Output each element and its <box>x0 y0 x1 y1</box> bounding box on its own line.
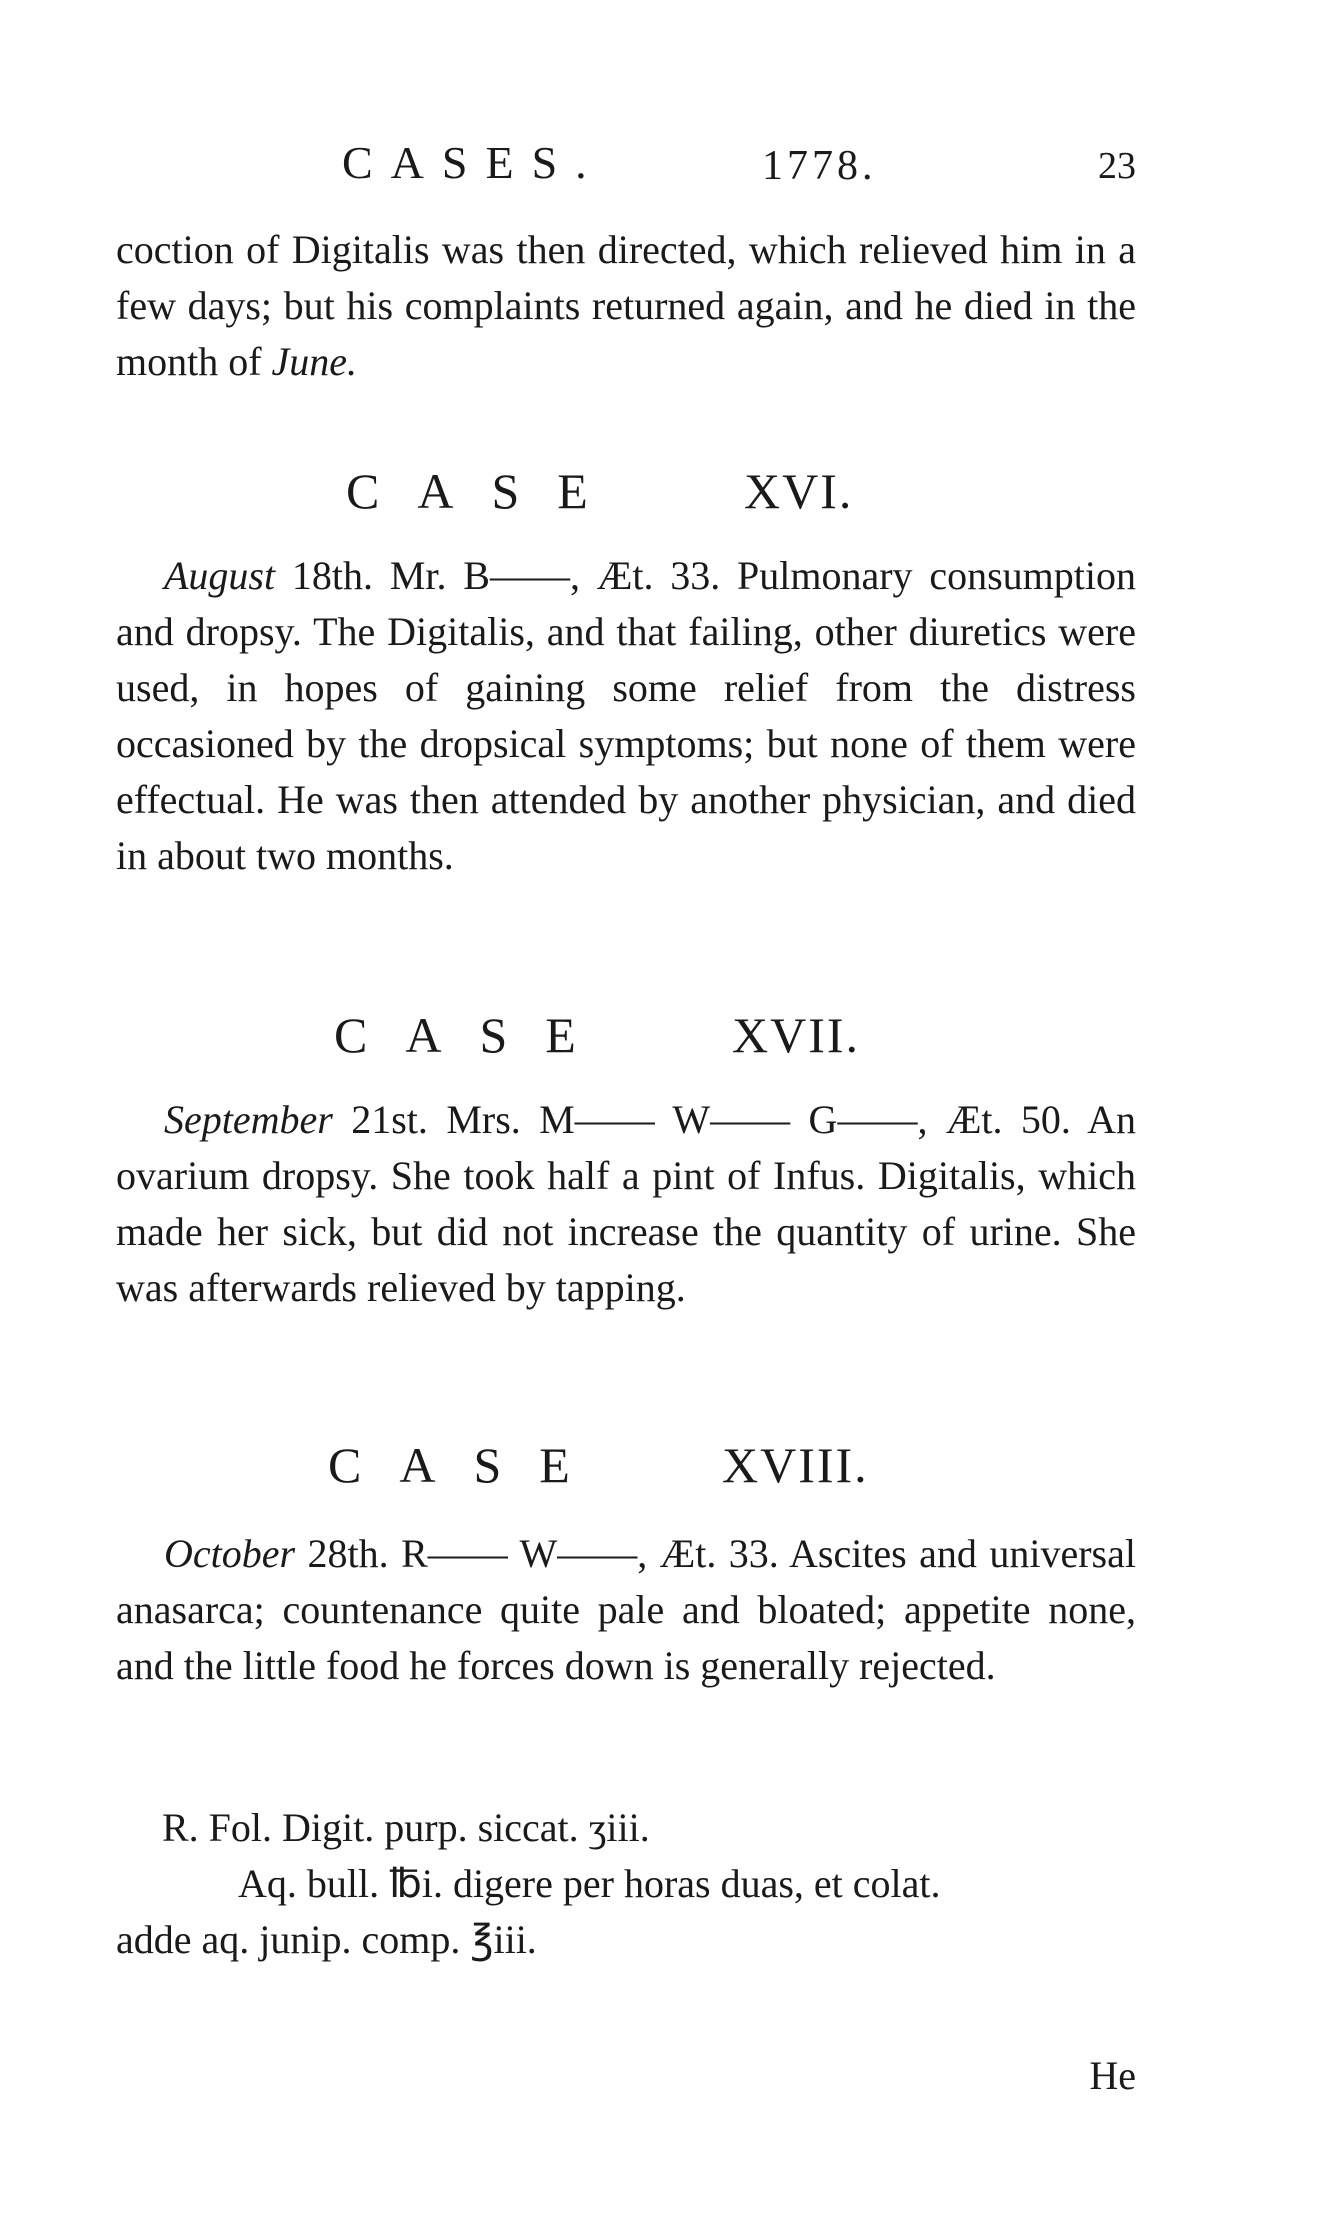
running-head-year: 1778. <box>762 143 877 189</box>
page-number: 23 <box>1098 145 1136 187</box>
prescription-line-3: adde aq. junip. comp. ℥iii. <box>116 1917 537 1962</box>
case-date: October <box>164 1531 296 1576</box>
book-page <box>116 0 1136 2228</box>
running-head <box>116 136 1136 196</box>
case-heading-xviii <box>116 1436 1136 1500</box>
continuation-paragraph <box>116 222 1136 390</box>
case-heading-word: CASE <box>334 1007 614 1063</box>
case-heading-xvi <box>116 462 1136 526</box>
case-paragraph-xviii <box>116 1526 1136 1694</box>
continuation-month: June. <box>271 339 358 384</box>
continuation-text: coction of Digitalis was then directed, which relieved him in a few days; but his complaints returned again, and he died in the month of <box>116 227 1136 384</box>
case-heading-number: XVIII. <box>722 1437 869 1493</box>
case-body: 18th. Mr. B——, Æt. 33. Pulmonary consumption and dropsy. The Digitalis, and that failing, other diuretics were used, in hopes of gaining some relief from the distress occasioned by the dropsical symptoms; but none of them were effectual. He was then attended by another physician, and died in about two months. <box>116 553 1137 878</box>
prescription-line-2: Aq. bull. ℔i. digere per horas duas, et colat. <box>238 1861 941 1906</box>
case-heading-number: XVII. <box>732 1007 861 1063</box>
case-heading-xvii <box>116 1006 1136 1070</box>
case-date: August <box>164 553 276 598</box>
prescription-line-1: R. Fol. Digit. purp. siccat. ʒiii. <box>162 1805 650 1850</box>
running-head-title: CASES. <box>342 137 605 188</box>
case-body: 21st. Mrs. M—— W—— G——, Æt. 50. An ovarium dropsy. She took half a pint of Infus. Digitalis, which made her sick, but did not increase the quantity of urine. She was afterwards relieved by tapping. <box>116 1097 1136 1310</box>
case-paragraph-xvii <box>116 1092 1136 1316</box>
case-body: 28th. R—— W——, Æt. 33. Ascites and universal anasarca; countenance quite pale and bloated; appetite none, and the little food he forces down is generally rejected. <box>116 1531 1136 1688</box>
case-paragraph-xvi <box>116 548 1136 884</box>
case-heading-word: CASE <box>328 1437 608 1493</box>
case-date: September <box>164 1097 333 1142</box>
catchword: He <box>1089 2053 1136 2098</box>
case-heading-word: CASE <box>346 463 626 519</box>
case-heading-number: XVI. <box>744 463 854 519</box>
